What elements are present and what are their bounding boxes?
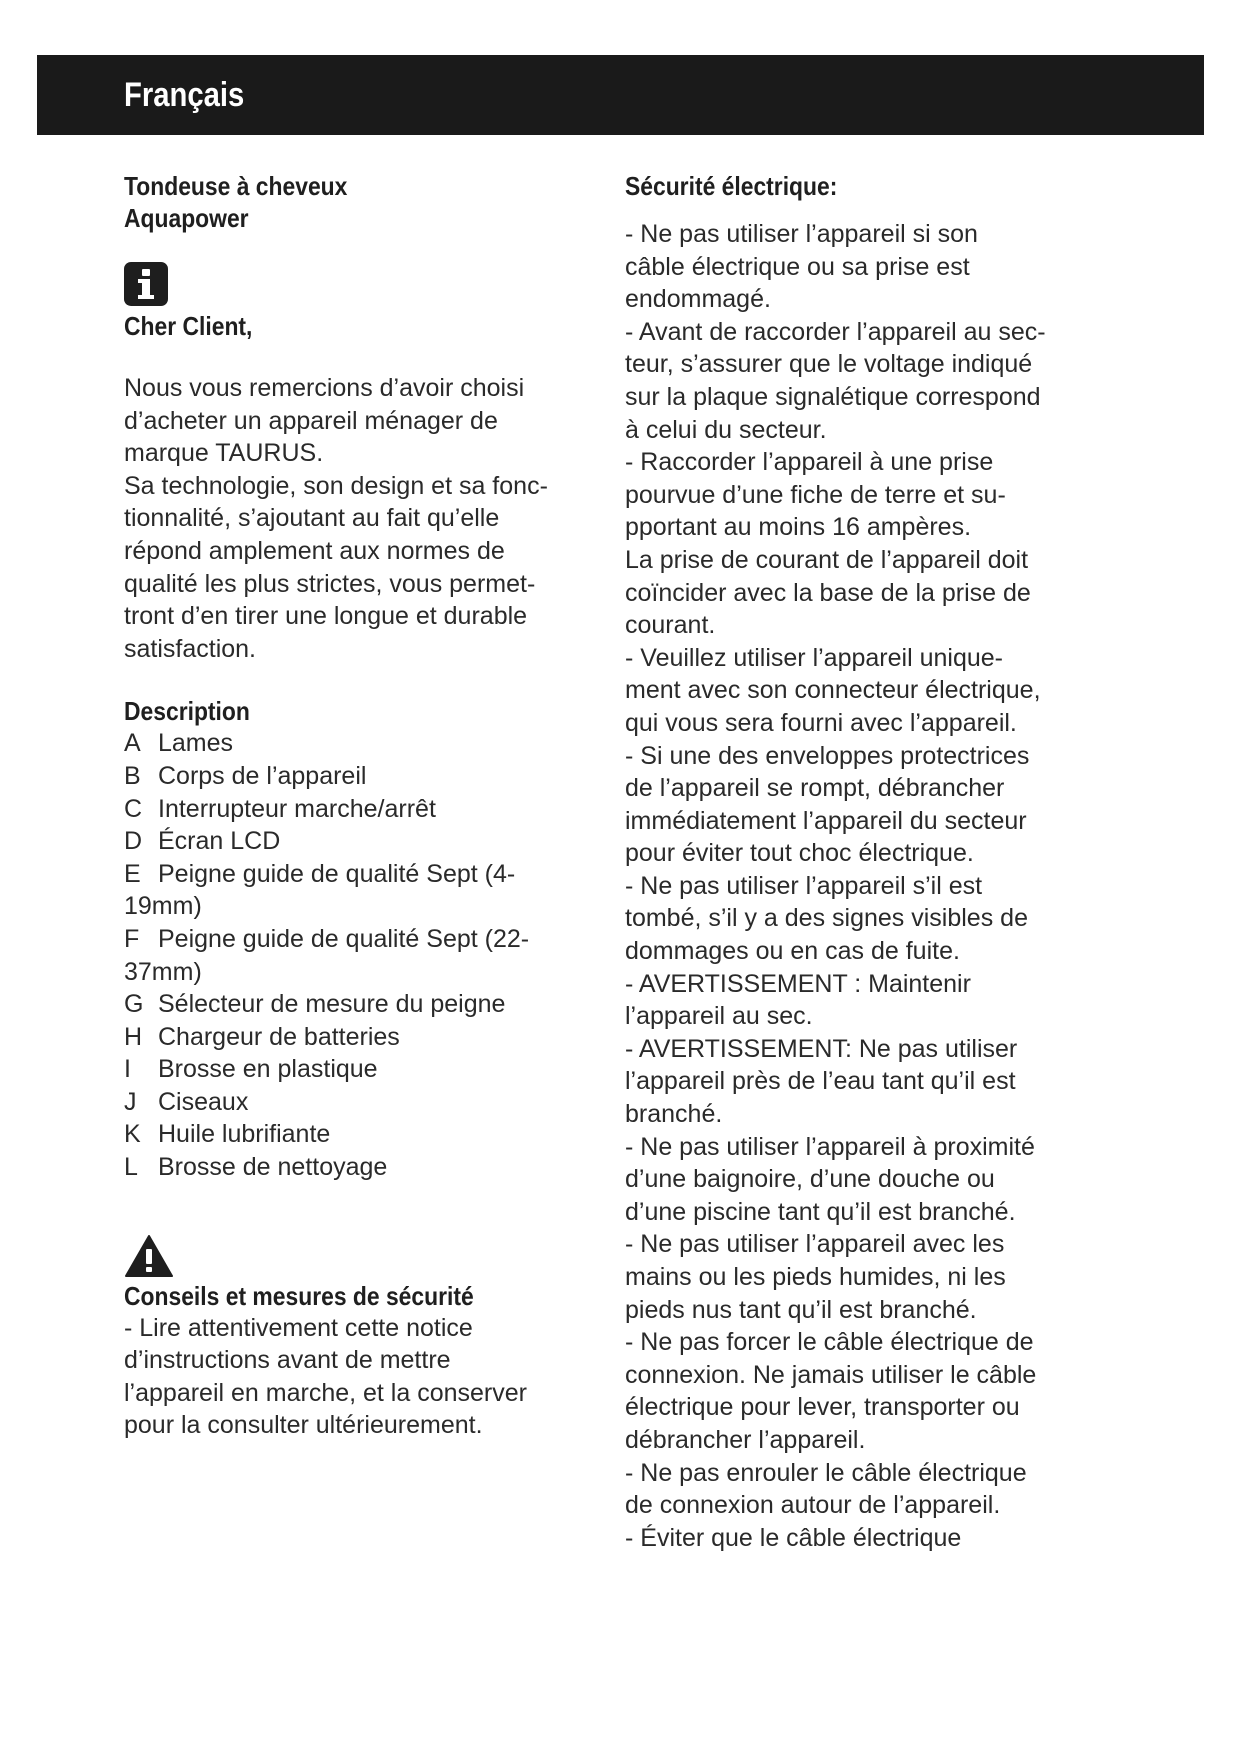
intro-line: répond amplement aux normes de bbox=[124, 536, 505, 565]
description-item-continuation: 37mm) bbox=[124, 957, 202, 986]
intro-line: Nous vous remercions d’avoir choisi bbox=[124, 374, 525, 402]
electrical-line: l’appareil au sec. bbox=[625, 1002, 813, 1031]
electrical-line: - Ne pas enrouler le câble électrique bbox=[625, 1458, 1027, 1487]
description-item: G Sélecteur de mesure du peigne bbox=[124, 990, 506, 1019]
language-title: Français bbox=[124, 76, 245, 114]
electrical-line: immédiatement l’appareil du secteur bbox=[625, 806, 1027, 835]
electrical-line: - Ne pas utiliser l’appareil à proximité bbox=[625, 1132, 1035, 1161]
description-item: C Interrupteur marche/arrêt bbox=[124, 794, 436, 823]
electrical-line: mains ou les pieds humides, ni les bbox=[625, 1263, 1006, 1291]
electrical-line: - AVERTISSEMENT: Ne pas utiliser bbox=[625, 1034, 1018, 1063]
electrical-line: électrique pour lever, transporter ou bbox=[625, 1393, 1020, 1422]
safety-line: pour la consulter ultérieurement. bbox=[124, 1411, 483, 1440]
description-item: J Ciseaux bbox=[124, 1087, 249, 1116]
electrical-line: ment avec son connecteur électrique, bbox=[625, 676, 1041, 705]
electrical-line: - Si une des enveloppes protectrices bbox=[625, 741, 1030, 770]
description-item: E Peigne guide de qualité Sept (4- bbox=[124, 859, 516, 888]
electrical-line: pour éviter tout choc électrique. bbox=[625, 839, 974, 868]
electrical-line: de l’appareil se rompt, débrancher bbox=[625, 774, 1005, 803]
electrical-line: - Ne pas utiliser l’appareil avec les bbox=[625, 1230, 1005, 1259]
electrical-line: sur la plaque signalétique correspond bbox=[625, 382, 1041, 411]
electrical-line: débrancher l’appareil. bbox=[625, 1425, 866, 1454]
description-item: B Corps de l’appareil bbox=[124, 761, 367, 790]
electrical-line: dommages ou en cas de fuite. bbox=[625, 937, 960, 966]
description-item: A Lames bbox=[124, 729, 234, 758]
electrical-line: tombé, s’il y a des signes visibles de bbox=[625, 904, 1028, 933]
intro-line: Sa technologie, son design et sa fonc- bbox=[124, 471, 548, 500]
electrical-line: branché. bbox=[625, 1100, 723, 1129]
electrical-line: d’une baignoire, d’une douche ou bbox=[625, 1165, 995, 1194]
product-title bbox=[124, 170, 594, 234]
header-bar bbox=[37, 55, 1204, 135]
intro-line: tront d’en tirer une longue et durable bbox=[124, 602, 528, 631]
electrical-line: - Éviter que le câble électrique bbox=[625, 1523, 962, 1552]
intro-paragraph bbox=[124, 372, 594, 665]
electrical-line: teur, s’assurer que le voltage indiqué bbox=[625, 350, 1033, 379]
right-column bbox=[625, 170, 1115, 1554]
description-item: H Chargeur de batteries bbox=[124, 1022, 400, 1051]
warning-icon bbox=[124, 1234, 174, 1278]
left-column bbox=[124, 170, 594, 1442]
description-item: D Écran LCD bbox=[124, 827, 281, 856]
electrical-line: connexion. Ne jamais utiliser le câble bbox=[625, 1360, 1037, 1389]
electrical-line: La prise de courant de l’appareil doit bbox=[625, 545, 1029, 574]
safety-paragraph bbox=[124, 1312, 594, 1442]
electrical-safety-heading: Sécurité électrique: bbox=[625, 171, 838, 201]
electrical-line: - AVERTISSEMENT : Maintenir bbox=[625, 969, 971, 998]
electrical-line: câble électrique ou sa prise est bbox=[625, 252, 970, 281]
electrical-line: pportant au moins 16 ampères. bbox=[625, 513, 972, 542]
electrical-line: - Veuillez utiliser l’appareil unique- bbox=[625, 643, 1003, 672]
intro-line: tionnalité, s’ajoutant au fait qu’elle bbox=[124, 504, 500, 533]
electrical-line: d’une piscine tant qu’il est branché. bbox=[625, 1197, 1016, 1226]
description-list bbox=[124, 727, 594, 1183]
safety-line: - Lire attentivement cette notice bbox=[124, 1313, 473, 1342]
product-title-line-2: Aquapower bbox=[124, 203, 249, 233]
safety-heading: Conseils et mesures de sécurité bbox=[124, 1280, 474, 1311]
electrical-line: coïncider avec la base de la prise de bbox=[625, 578, 1031, 607]
description-heading: Description bbox=[124, 696, 250, 727]
description-item: K Huile lubrifiante bbox=[124, 1120, 331, 1149]
greeting: Cher Client, bbox=[124, 311, 253, 341]
electrical-line: - Ne pas utiliser l’appareil s’il est bbox=[625, 871, 983, 900]
electrical-line: de connexion autour de l’appareil. bbox=[625, 1491, 1001, 1520]
electrical-line: - Ne pas forcer le câble électrique de bbox=[625, 1328, 1034, 1357]
safety-line: d’instructions avant de mettre bbox=[124, 1346, 451, 1375]
info-icon bbox=[124, 262, 168, 306]
electrical-line: endommagé. bbox=[625, 285, 771, 314]
description-item: L Brosse de nettoyage bbox=[124, 1153, 388, 1182]
description-item: F Peigne guide de qualité Sept (22- bbox=[124, 924, 530, 953]
intro-line: qualité les plus strictes, vous permet- bbox=[124, 569, 536, 598]
product-title-line-1: Tondeuse à cheveux bbox=[124, 171, 348, 201]
intro-line: satisfaction. bbox=[124, 634, 257, 663]
electrical-line: courant. bbox=[625, 611, 716, 640]
electrical-line: - Ne pas utiliser l’appareil si son bbox=[625, 220, 978, 248]
electrical-line: à celui du secteur. bbox=[625, 415, 827, 444]
electrical-line: - Avant de raccorder l’appareil au sec- bbox=[625, 317, 1046, 346]
electrical-line: qui vous sera fourni avec l’appareil. bbox=[625, 708, 1017, 737]
description-item-continuation: 19mm) bbox=[124, 892, 202, 921]
electrical-line: pourvue d’une fiche de terre et su- bbox=[625, 480, 1006, 509]
electrical-safety-paragraph bbox=[625, 218, 1115, 1554]
description-item: I Brosse en plastique bbox=[124, 1055, 378, 1084]
intro-line: marque TAURUS. bbox=[124, 439, 324, 468]
intro-line: d’acheter un appareil ménager de bbox=[124, 406, 498, 435]
electrical-line: - Raccorder l’appareil à une prise bbox=[625, 448, 994, 477]
electrical-line: pieds nus tant qu’il est branché. bbox=[625, 1295, 977, 1324]
safety-line: l’appareil en marche, et la conserver bbox=[124, 1378, 527, 1407]
electrical-line: l’appareil près de l’eau tant qu’il est bbox=[625, 1067, 1016, 1096]
